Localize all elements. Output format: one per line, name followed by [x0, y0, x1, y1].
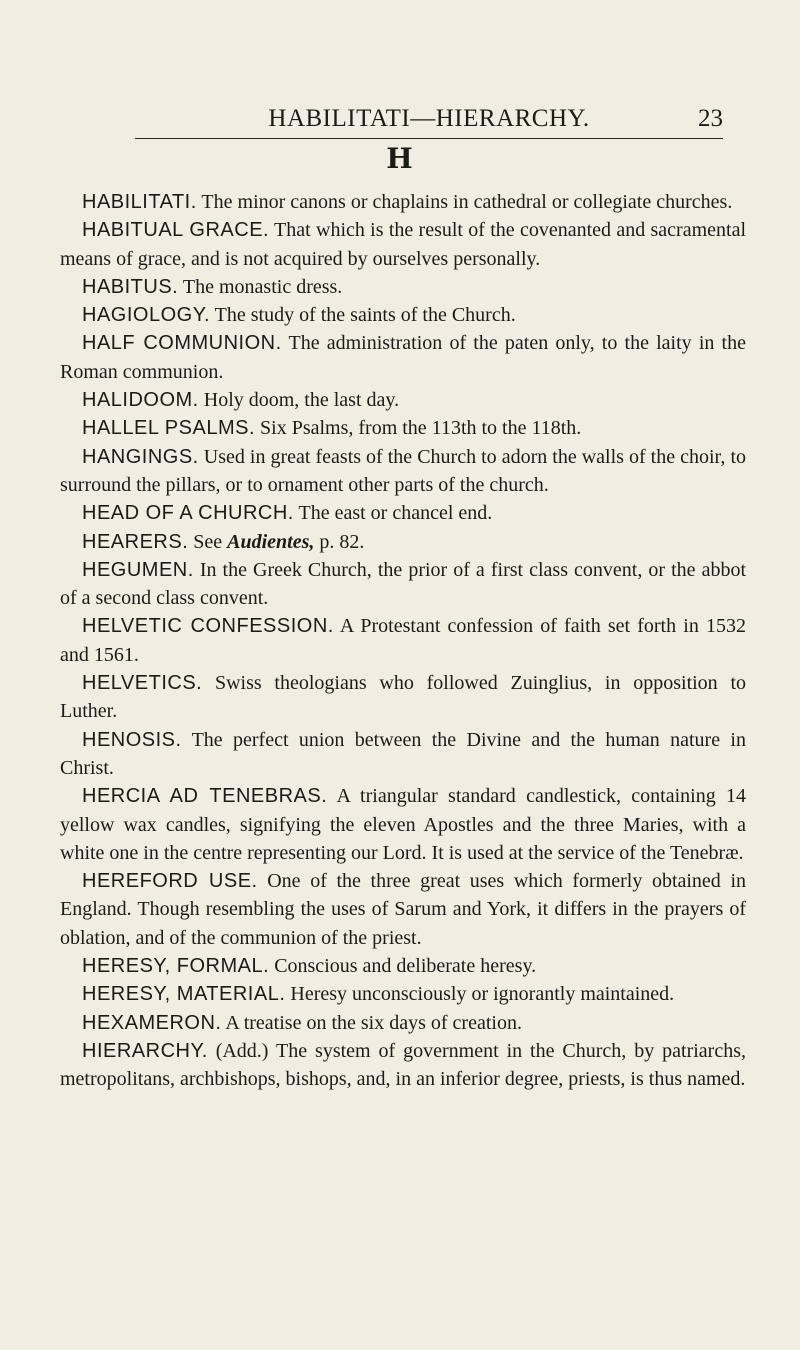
glossary-entry	[60, 443, 746, 500]
entry-definition: Used in great feasts of the Church to adorn the walls of the choir, to surround the pillars, or to ornament other parts of the church.	[60, 445, 746, 496]
entry-term: HELVETICS.	[82, 672, 203, 695]
entry-term: HABITUS.	[82, 275, 179, 298]
entry-definition: The minor canons or chaplains in cathedral or collegiate churches.	[196, 191, 733, 213]
entry-term: HABITUAL GRACE.	[82, 219, 270, 242]
entry-definition: That which is the result of the covenanted and sacramental means of grace, and is not acquired by ourselves personally.	[60, 219, 747, 270]
entry-term: HEARERS.	[82, 530, 189, 553]
entry-term: HEXAMERON.	[82, 1011, 222, 1034]
glossary-entry	[60, 612, 746, 669]
running-header	[135, 103, 723, 137]
glossary-entry	[60, 499, 746, 527]
entry-definition: The study of the saints of the Church.	[210, 304, 516, 327]
entry-term: HALF COMMUNION.	[82, 332, 282, 355]
glossary-entry	[60, 386, 746, 414]
entry-definition: Conscious and deliberate heresy.	[269, 955, 537, 978]
entry-term: HANGINGS.	[82, 445, 199, 468]
entry-term: HERCIA AD TENEBRAS.	[82, 785, 328, 808]
entry-definition: In the Greek Church, the prior of a first class convent, or the abbot of a second class convent.	[60, 558, 746, 610]
glossary-entry	[60, 273, 746, 301]
glossary-entry	[60, 669, 746, 726]
glossary-entry	[60, 528, 746, 556]
glossary-entry	[60, 556, 746, 613]
glossary-entry	[60, 867, 746, 952]
section-letter: H	[386, 142, 414, 175]
entry-term: HEGUMEN.	[82, 558, 194, 581]
cross-reference: Audientes,	[227, 530, 315, 553]
entry-definition: The east or chancel end.	[293, 502, 493, 525]
entry-term: HERESY, FORMAL.	[82, 955, 270, 978]
entry-term: HAGIOLOGY.	[82, 304, 211, 327]
entry-definition: The monastic dress.	[178, 275, 343, 298]
header-rule	[135, 138, 723, 139]
entry-term: HIERARCHY.	[82, 1039, 208, 1062]
entry-definition: Heresy unconsciously or ignorantly maintained.	[285, 983, 675, 1006]
entry-definition: Six Psalms, from the 113th to the 118th.	[255, 417, 582, 440]
glossary-entry	[60, 726, 746, 783]
entry-definition: (Add.) The system of government in the Church, by patriarchs, metropolitans, archbishops, bishops, and, in an inferior degree, priests, is thus named.	[60, 1039, 746, 1091]
entry-term: HEAD OF A CHURCH.	[82, 502, 294, 525]
entry-definition: The administration of the paten only, to the laity in the Roman communion.	[60, 332, 746, 383]
entry-term: HEREFORD USE.	[82, 870, 258, 893]
entry-term: HENOSIS.	[82, 728, 182, 751]
glossary-entry	[60, 216, 746, 273]
entry-term: HALLEL PSALMS.	[82, 417, 256, 440]
glossary-entry	[60, 782, 746, 867]
glossary-entry	[60, 188, 746, 216]
entry-term: HERESY, MATERIAL.	[82, 983, 286, 1006]
entry-definition: The perfect union between the Divine and the human nature in Christ.	[60, 728, 746, 779]
entry-definition: One of the three great uses which formerly obtained in England. Though resembling the uses of Sarum and York, it differs in the prayers of oblation, and of the communion of the priest.	[60, 870, 747, 949]
glossary-entry	[60, 301, 746, 329]
entry-definition-tail: p. 82.	[314, 530, 365, 553]
glossary-entry	[60, 414, 746, 442]
glossary-entries	[60, 188, 746, 1094]
entry-term: HELVETIC CONFESSION.	[82, 615, 334, 638]
glossary-entry	[60, 980, 746, 1008]
glossary-entry	[60, 952, 746, 980]
entry-definition: See	[188, 530, 228, 553]
glossary-entry	[60, 1009, 746, 1037]
entry-definition: Holy doom, the last day.	[198, 389, 400, 412]
entry-definition: A treatise on the six days of creation.	[221, 1011, 522, 1034]
entry-term: HALIDOOM.	[82, 389, 199, 412]
entry-definition: Swiss theologians who followed Zuinglius, in opposition to Luther.	[60, 672, 746, 723]
glossary-entry	[60, 329, 746, 386]
glossary-entry	[60, 1037, 746, 1094]
entry-definition: A Protestant confession of faith set forth in 1532 and 1561.	[60, 615, 746, 666]
entry-term: HABILITATI.	[82, 191, 197, 213]
page-number: 23	[698, 105, 723, 132]
running-title: HABILITATI—HIERARCHY.	[268, 105, 590, 132]
entry-definition: A triangular standard candlestick, containing 14 yellow wax candles, signifying the eleven Apostles and the three Maries, with a white one in the centre representing our Lord. It is used at the service of the Tenebræ.	[60, 785, 746, 864]
